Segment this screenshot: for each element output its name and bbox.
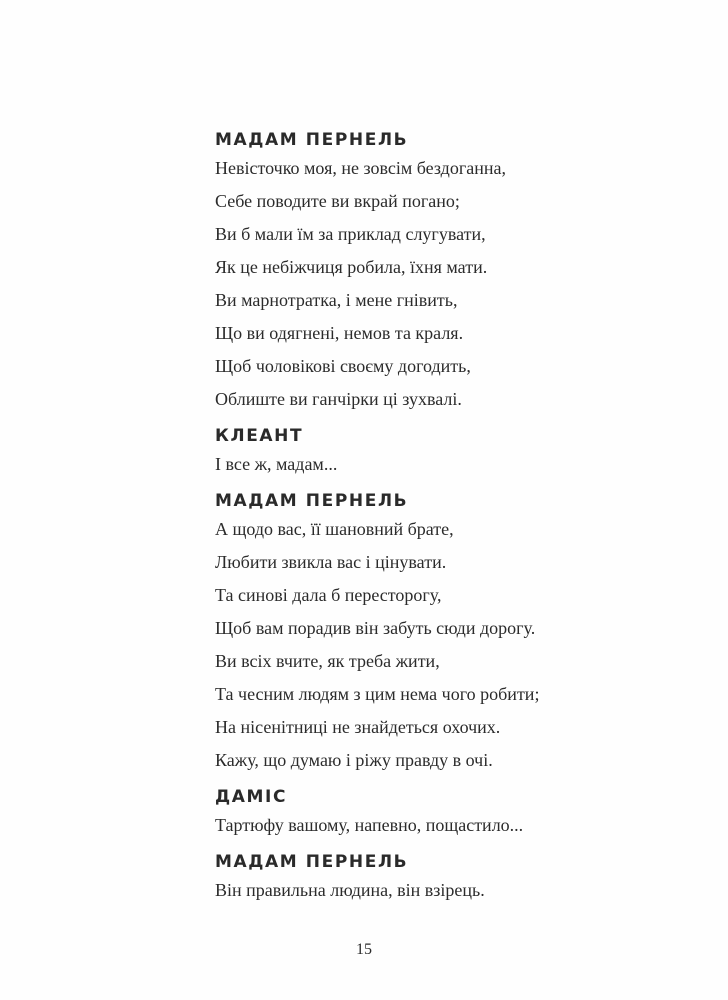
speaker-name: МАДАМ ПЕРНЕЛЬ [215, 491, 409, 511]
verse-line: Ви марнотратка, і мене гнівить, [215, 290, 458, 310]
verse-line: На нісенітниці не знайдеться охочих. [215, 717, 501, 737]
verse-line: Невісточко моя, не зовсім бездоганна, [215, 158, 506, 178]
page-number: 15 [356, 941, 372, 958]
verse-line: Та синові дала б пересторогу, [215, 585, 442, 605]
verse-line: Ви всіх вчите, як треба жити, [215, 651, 440, 671]
verse-line: Він правильна людина, він взірець. [215, 880, 485, 900]
speaker-name: МАДАМ ПЕРНЕЛЬ [215, 130, 409, 150]
verse-line: Любити звикла вас і цінувати. [215, 552, 447, 572]
verse-line: Як це небіжчиця робила, їхня мати. [215, 257, 488, 277]
speaker-name: ДАМІС [215, 787, 288, 807]
speaker-name: МАДАМ ПЕРНЕЛЬ [215, 852, 409, 872]
verse-line: Облиште ви ганчірки ці зухвалі. [215, 389, 462, 409]
verse-line: Ви б мали їм за приклад слугувати, [215, 224, 486, 244]
verse-line: Що ви одягнені, немов та краля. [215, 323, 464, 343]
verse-line: Себе поводите ви вкрай погано; [215, 191, 460, 211]
speaker-name: КЛЕАНТ [215, 426, 304, 446]
verse-line: І все ж, мадам... [215, 454, 338, 474]
verse-line: Тартюфу вашому, напевно, пощастило... [215, 815, 524, 835]
verse-line: А щодо вас, її шановний брате, [215, 519, 454, 539]
verse-line: Щоб чоловікові своєму догодить, [215, 356, 471, 376]
verse-line: Кажу, що думаю і ріжу правду в очі. [215, 750, 493, 770]
verse-line: Та чесним людям з цим нема чого робити; [215, 684, 540, 704]
play-text [215, 128, 695, 900]
verse-line: Щоб вам порадив він забуть сюди дорогу. [215, 618, 536, 638]
